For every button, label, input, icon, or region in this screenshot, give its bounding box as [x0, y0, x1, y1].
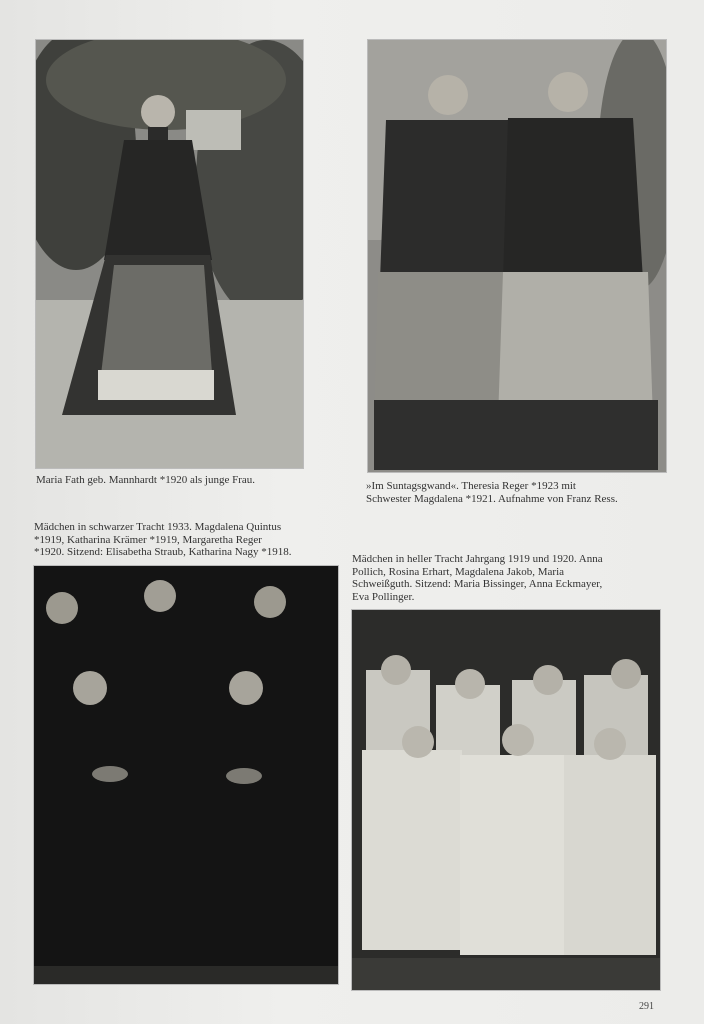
photo-black-tracht-1933	[34, 566, 338, 984]
caption-photo-2: »Im Suntagsgwand«. Theresia Reger *1923 mit Schwester Magdalena *1921. Aufnahme von Franz Ress.	[366, 480, 618, 505]
photo-maria-fath	[36, 40, 303, 468]
caption-photo-1: Maria Fath geb. Mannhardt *1920 als junge Frau.	[36, 474, 256, 486]
caption-photo-4: Mädchen in heller Tracht Jahrgang 1919 und 1920. Anna Pollich, Rosina Erhart, Magdalena Jakob, Maria Schweißguth. Sitzend: Maria Bissinger, Anna Eckmayer, Eva Pollinger.	[352, 553, 603, 603]
photo-light-tracht-1919-1920	[352, 610, 660, 990]
page-number: 291	[639, 1001, 654, 1012]
caption-photo-3: Mädchen in schwarzer Tracht 1933. Magdalena Quintus *1919, Katharina Krämer *1919, Margaretha Reger *1920. Sitzend: Elisabetha Straub, Katharina Nagy *1918.	[34, 521, 292, 558]
photo-reger-sisters	[368, 40, 666, 472]
